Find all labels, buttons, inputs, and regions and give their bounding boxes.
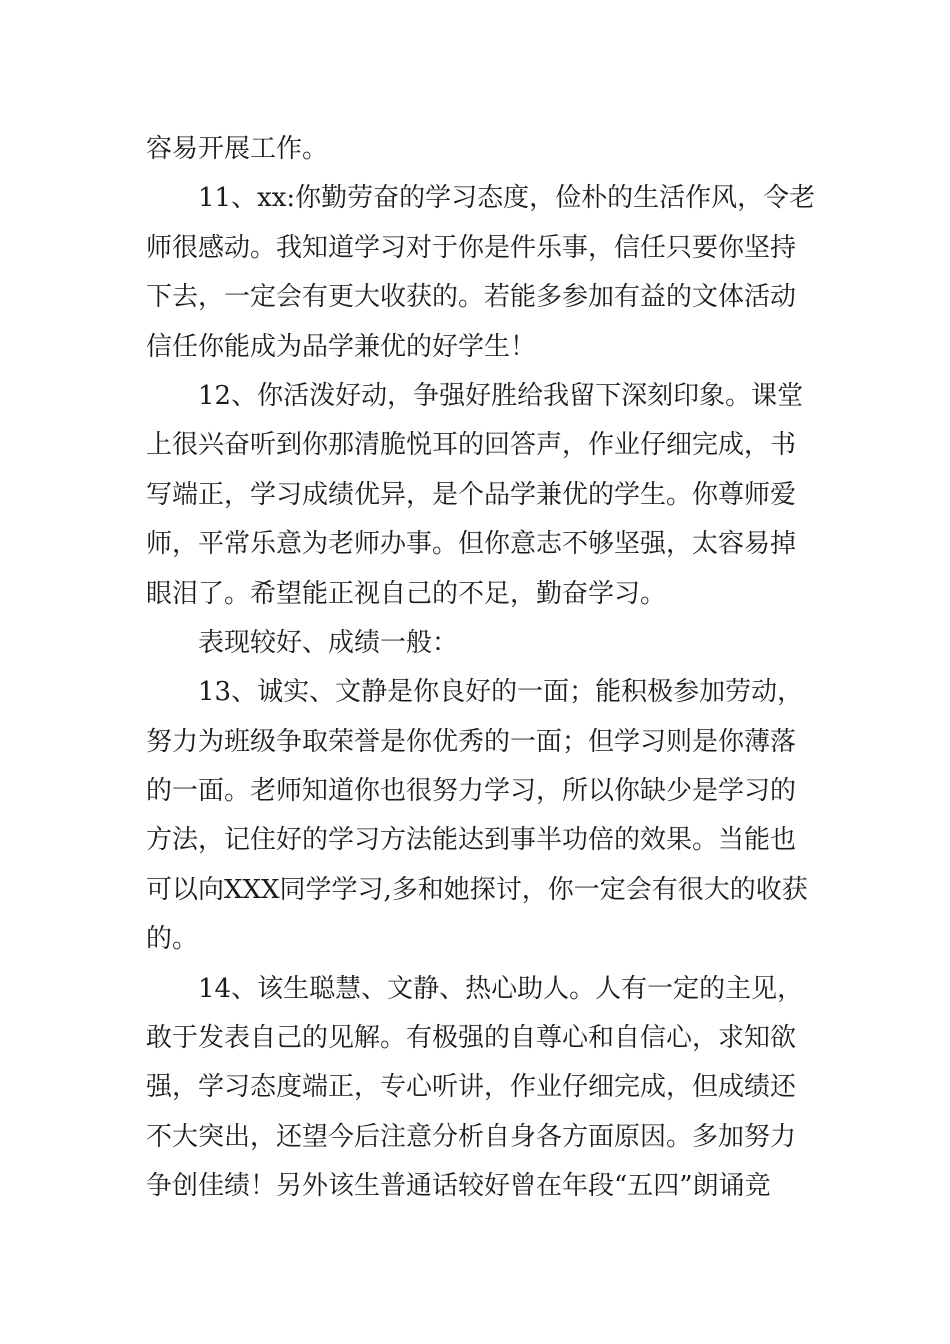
text-line: 容易开展工作。 [146, 134, 329, 164]
text-line: 14、该生聪慧、文静、热心助人。人有一定的主见， [198, 973, 804, 1004]
text-line: 12、你活泼好动，争强好胜给我留下深刻印象。课堂 [198, 380, 804, 411]
paragraph-comment-12-cont [146, 421, 811, 619]
text-line: 可以向XXX同学学习,多和她探讨，你一定会有很大的收获 [146, 874, 808, 905]
text-line: 的。 [146, 924, 199, 955]
text-line: 上很兴奋听到你那清脆悦耳的回答声，作业仔细完成，书 [146, 430, 797, 461]
paragraph-comment-13-cont [146, 718, 811, 965]
paragraph-comment-12 [146, 372, 811, 421]
text-line: 信任你能成为品学兼优的好学生！ [146, 331, 537, 362]
paragraph-comment-11-cont [146, 224, 811, 372]
paragraph-comment-13 [146, 668, 811, 717]
paragraph-comment-14-cont [146, 1014, 811, 1212]
text-line: 方法，记住好的学习方法能达到事半功倍的效果。当能也 [146, 825, 797, 856]
text-line: 师，平常乐意为老师办事。但你意志不够坚强，太容易掉 [146, 529, 797, 560]
section-heading [146, 619, 811, 668]
text-line: 下去，一定会有更大收获的。若能多参加有益的文体活动 [146, 282, 797, 313]
text-line: 敢于发表自己的见解。有极强的自尊心和自信心，求知欲 [146, 1023, 797, 1054]
document-body [146, 125, 816, 1212]
text-line: 努力为班级争取荣誉是你优秀的一面；但学习则是你薄落 [146, 726, 797, 757]
text-line: 眼泪了。希望能正视自己的不足，勤奋学习。 [146, 578, 667, 609]
paragraph-comment-14 [146, 965, 811, 1014]
text-line: 强，学习态度端正，专心听讲，作业仔细完成，但成绩还 [146, 1072, 797, 1103]
text-line: 不大突出，还望今后注意分析自身各方面原因。多加努力 [146, 1121, 797, 1152]
text-line: 师很感动。我知道学习对于你是件乐事，信任只要你坚持 [146, 232, 797, 263]
paragraph-comment-11 [146, 174, 816, 223]
text-line: 11、xx:你勤劳奋的学习态度，俭朴的生活作风，令老 [198, 183, 816, 214]
text-line: 13、诚实、文静是你良好的一面；能积极参加劳动， [198, 677, 804, 708]
text-line: 的一面。老师知道你也很努力学习，所以你缺少是学习的 [146, 776, 797, 807]
paragraph-continuation [146, 125, 811, 174]
text-line: 表现较好、成绩一般： [198, 627, 459, 658]
text-line: 写端正，学习成绩优异，是个品学兼优的学生。你尊师爱 [146, 479, 797, 510]
text-line: 争创佳绩！另外该生普通话较好曾在年段“五四”朗诵竞 [146, 1171, 771, 1202]
